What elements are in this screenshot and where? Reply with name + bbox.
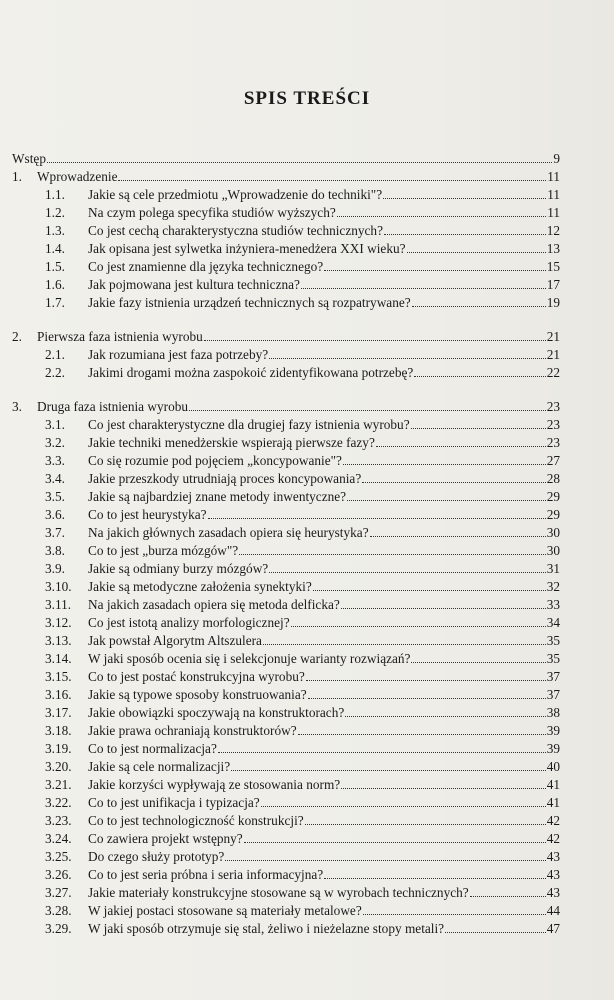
toc-entry-text: Jakie są cele przedmiotu „Wprowadzenie do techniki"? (88, 187, 383, 202)
dot-leader (244, 841, 546, 843)
dot-leader (208, 517, 546, 519)
toc-section (12, 452, 560, 470)
toc-page-number: 23 (546, 417, 560, 432)
toc-section (12, 240, 560, 258)
dot-leader (337, 215, 546, 217)
dot-leader (411, 661, 545, 663)
toc-section (12, 346, 560, 364)
toc-entry-text: Co jest cechą charakterystyczna studiów technicznych? (88, 223, 383, 238)
toc-entry-number: 3.2. (45, 435, 65, 450)
toc-entry-number: 1.2. (45, 205, 65, 220)
toc-page-number: 37 (546, 669, 560, 684)
toc-section (12, 560, 560, 578)
toc-section (12, 186, 560, 204)
toc-entry-number: 3.17. (45, 705, 72, 720)
toc-entry-text: Jakie są odmiany burzy mózgów? (88, 561, 269, 576)
toc-entry-text: Do czego służy prototyp? (88, 849, 225, 864)
section-gap (12, 382, 560, 398)
dot-leader (347, 499, 546, 501)
toc-entry-number: 1.3. (45, 223, 65, 238)
toc-entry-number: 3.1. (45, 417, 65, 432)
toc-section (12, 222, 560, 240)
toc-page-number: 35 (546, 651, 560, 666)
toc-page-number: 42 (546, 813, 560, 828)
toc-page-number: 38 (546, 705, 560, 720)
toc-section (12, 884, 560, 902)
toc-entry-text: Co to jest postać konstrukcyjna wyrobu? (88, 669, 305, 684)
toc-entry-text: Jakie prawa ochraniają konstruktorów? (88, 723, 297, 738)
toc-entry-number: 1.7. (45, 295, 65, 310)
toc-section (12, 848, 560, 866)
dot-leader (263, 643, 546, 645)
toc-entry-text: Co to jest normalizacja? (88, 741, 217, 756)
toc-section (12, 668, 560, 686)
toc-entry-text: Druga faza istnienia wyrobu (37, 399, 189, 414)
toc-page-number: 11 (547, 187, 560, 202)
dot-leader (363, 913, 546, 915)
toc-page-number: 23 (546, 399, 560, 414)
toc-section (12, 722, 560, 740)
toc-section (12, 632, 560, 650)
toc-entry-text: Co to jest technologiczność konstrukcji? (88, 813, 304, 828)
toc-page-number: 43 (546, 849, 560, 864)
toc-page-number: 43 (546, 867, 560, 882)
toc-section (12, 830, 560, 848)
dot-leader (239, 553, 546, 555)
toc-section (12, 204, 560, 222)
toc-page-number: 9 (553, 151, 560, 166)
dot-leader (189, 409, 546, 411)
toc-entry-number: 3.19. (45, 741, 72, 756)
toc-entry-text: Jakie obowiązki spoczywają na konstruktorach? (88, 705, 345, 720)
toc-page-number: 40 (546, 759, 560, 774)
toc-entry-number: 3.7. (45, 525, 65, 540)
dot-leader (218, 751, 546, 753)
toc-entry-text: Jakie są metodyczne założenia synektyki? (88, 579, 312, 594)
toc-entry-text: Jakimi drogami można zaspokoić zidentyfikowana potrzebę? (88, 365, 414, 380)
toc-entry-text: Jakie materiały konstrukcyjne stosowane są w wyrobach technicznych? (88, 885, 469, 900)
dot-leader (376, 445, 546, 447)
toc-entry-text: Jakie są najbardziej znane metody inwentyczne? (88, 489, 347, 504)
dot-leader (231, 769, 546, 771)
toc-section (12, 596, 560, 614)
toc-entry-text: Wstęp (12, 151, 46, 166)
toc-entry-text: W jaki sposób ocenia się i selekcjonuje warianty rozwiązań? (88, 651, 411, 666)
toc-section (12, 470, 560, 488)
dot-leader (269, 571, 546, 573)
toc-entry-text: Co się rozumie pod pojęciem „koncypowanie"? (88, 453, 342, 468)
dot-leader (445, 931, 546, 933)
toc-page-number: 23 (546, 435, 560, 450)
dot-leader (306, 679, 546, 681)
toc-section (12, 902, 560, 920)
toc-entry-text: Pierwsza faza istnienia wyrobu (37, 329, 203, 344)
toc-entry-text: Jakie przeszkody utrudniają proces koncypowania? (88, 471, 362, 486)
toc-entry-text: Jak pojmowana jest kultura techniczna? (88, 277, 300, 292)
toc-page-number: 32 (546, 579, 560, 594)
table-of-contents (12, 150, 560, 938)
dot-leader (341, 787, 546, 789)
toc-entry-text: Co zawiera projekt wstępny? (88, 831, 243, 846)
toc-section (12, 542, 560, 560)
toc-entry-number: 3.21. (45, 777, 72, 792)
toc-entry-text: W jakiej postaci stosowane są materiały metalowe? (88, 903, 362, 918)
toc-page-number: 35 (546, 633, 560, 648)
dot-leader (412, 305, 546, 307)
dot-leader (345, 715, 545, 717)
toc-section (12, 488, 560, 506)
toc-entry-number: 3. (12, 399, 22, 414)
toc-page-number: 33 (546, 597, 560, 612)
toc-page-number: 21 (546, 347, 560, 362)
toc-page-number: 22 (546, 365, 560, 380)
dot-leader (324, 877, 546, 879)
toc-entry-number: 3.24. (45, 831, 72, 846)
dot-leader (313, 589, 546, 591)
toc-chapter (12, 328, 560, 346)
toc-section (12, 294, 560, 312)
toc-page-number: 27 (546, 453, 560, 468)
toc-page-number: 30 (546, 525, 560, 540)
toc-entry-number: 3.23. (45, 813, 72, 828)
dot-leader (305, 823, 546, 825)
toc-page-number: 42 (546, 831, 560, 846)
toc-entry-text: Co to jest seria próbna i seria informacyjna? (88, 867, 324, 882)
toc-entry-text: Co jest istotą analizy morfologicznej? (88, 615, 290, 630)
toc-section (12, 812, 560, 830)
toc-section (12, 578, 560, 596)
toc-entry-number: 3.8. (45, 543, 65, 558)
dot-leader (370, 535, 546, 537)
toc-section (12, 524, 560, 542)
toc-entry-text: Jak opisana jest sylwetka inżyniera-menedżera XXI wieku? (88, 241, 406, 256)
dot-leader (383, 197, 546, 199)
toc-entry-number: 3.10. (45, 579, 72, 594)
toc-page-number: 39 (546, 741, 560, 756)
dot-leader (47, 161, 552, 163)
toc-entry-text: Jak powstał Algorytm Altszulera (88, 633, 262, 648)
toc-entry-number: 3.15. (45, 669, 72, 684)
toc-page-number: 21 (546, 329, 560, 344)
toc-entry-number: 3.25. (45, 849, 72, 864)
toc-chapter (12, 168, 560, 186)
toc-entry-number: 3.28. (45, 903, 72, 918)
dot-leader (308, 697, 546, 699)
toc-entry-intro (12, 150, 560, 168)
toc-section (12, 614, 560, 632)
toc-entry-number: 3.5. (45, 489, 65, 504)
toc-entry-text: Jakie są cele normalizacji? (88, 759, 231, 774)
dot-leader (291, 625, 546, 627)
toc-entry-number: 3.29. (45, 921, 72, 936)
toc-entry-number: 2.1. (45, 347, 65, 362)
toc-entry-text: Na czym polega specyfika studiów wyższych? (88, 205, 336, 220)
toc-entry-number: 3.13. (45, 633, 72, 648)
dot-leader (225, 859, 545, 861)
dot-leader (470, 895, 546, 897)
toc-entry-text: Co to jest „burza mózgów"? (88, 543, 239, 558)
toc-entry-text: Jakie techniki menedżerskie wspierają pierwsze fazy? (88, 435, 375, 450)
toc-entry-number: 2.2. (45, 365, 65, 380)
toc-chapter (12, 398, 560, 416)
toc-section (12, 920, 560, 938)
dot-leader (324, 269, 546, 271)
toc-page-number: 41 (546, 777, 560, 792)
toc-entry-text: Co to jest unifikacja i typizacja? (88, 795, 260, 810)
toc-section (12, 650, 560, 668)
toc-entry-number: 3.18. (45, 723, 72, 738)
toc-section (12, 758, 560, 776)
dot-leader (384, 233, 546, 235)
toc-page-number: 15 (546, 259, 560, 274)
toc-section (12, 866, 560, 884)
toc-section (12, 434, 560, 452)
toc-page-number: 19 (546, 295, 560, 310)
dot-leader (298, 733, 546, 735)
toc-section (12, 776, 560, 794)
toc-entry-number: 3.3. (45, 453, 65, 468)
toc-page-number: 17 (546, 277, 560, 292)
toc-page-number: 43 (546, 885, 560, 900)
toc-entry-number: 3.20. (45, 759, 72, 774)
toc-section (12, 704, 560, 722)
toc-entry-text: Na jakich zasadach opiera się metoda delficka? (88, 597, 340, 612)
toc-entry-number: 3.22. (45, 795, 72, 810)
toc-entry-number: 1.1. (45, 187, 65, 202)
toc-page-number: 44 (546, 903, 560, 918)
toc-entry-number: 1. (12, 169, 22, 184)
toc-page-number: 11 (547, 169, 560, 184)
dot-leader (269, 357, 546, 359)
toc-page-number: 34 (546, 615, 560, 630)
toc-entry-number: 1.4. (45, 241, 65, 256)
toc-entry-number: 3.27. (45, 885, 72, 900)
toc-entry-number: 3.11. (45, 597, 72, 612)
dot-leader (411, 427, 546, 429)
toc-page-number: 12 (546, 223, 560, 238)
dot-leader (261, 805, 546, 807)
toc-entry-text: Co jest charakterystyczne dla drugiej fazy istnienia wyrobu? (88, 417, 410, 432)
dot-leader (407, 251, 546, 253)
toc-page-number: 31 (546, 561, 560, 576)
toc-page-number: 41 (546, 795, 560, 810)
toc-section (12, 506, 560, 524)
toc-entry-number: 1.5. (45, 259, 65, 274)
dot-leader (301, 287, 546, 289)
dot-leader (362, 481, 545, 483)
toc-section (12, 686, 560, 704)
toc-entry-number: 3.12. (45, 615, 72, 630)
dot-leader (204, 339, 546, 341)
toc-entry-number: 1.6. (45, 277, 65, 292)
toc-entry-number: 3.9. (45, 561, 65, 576)
toc-entry-number: 3.26. (45, 867, 72, 882)
toc-entry-text: Jakie fazy istnienia urządzeń technicznych są rozpatrywane? (88, 295, 411, 310)
toc-section (12, 364, 560, 382)
toc-section (12, 740, 560, 758)
toc-entry-text: Jakie korzyści wypływają ze stosowania norm? (88, 777, 341, 792)
dot-leader (343, 463, 546, 465)
toc-page-number: 29 (546, 507, 560, 522)
section-gap (12, 312, 560, 328)
toc-section (12, 276, 560, 294)
dot-leader (118, 179, 546, 181)
toc-entry-number: 3.6. (45, 507, 65, 522)
toc-entry-text: Co jest znamienne dla języka technicznego? (88, 259, 324, 274)
dot-leader (341, 607, 546, 609)
toc-page-number: 11 (547, 205, 560, 220)
toc-entry-text: Wprowadzenie (37, 169, 118, 184)
toc-entry-text: W jaki sposób otrzymuje się stal, żeliwo i nieżelazne stopy metali? (88, 921, 445, 936)
toc-entry-number: 3.4. (45, 471, 65, 486)
toc-entry-text: Co to jest heurystyka? (88, 507, 207, 522)
toc-entry-number: 3.16. (45, 687, 72, 702)
toc-section (12, 416, 560, 434)
toc-section (12, 794, 560, 812)
toc-entry-text: Na jakich głównych zasadach opiera się heurystyka? (88, 525, 369, 540)
toc-page-number: 39 (546, 723, 560, 738)
toc-section (12, 258, 560, 276)
toc-page-number: 47 (546, 921, 560, 936)
toc-entry-text: Jakie są typowe sposoby konstruowania? (88, 687, 307, 702)
page-title: SPIS TREŚCI (243, 88, 371, 109)
toc-entry-number: 3.14. (45, 651, 72, 666)
toc-page-number: 28 (546, 471, 560, 486)
toc-entry-text: Jak rozumiana jest faza potrzeby? (88, 347, 269, 362)
toc-page-number: 13 (546, 241, 560, 256)
toc-page-number: 37 (546, 687, 560, 702)
toc-page-number: 30 (546, 543, 560, 558)
toc-page-number: 29 (546, 489, 560, 504)
dot-leader (414, 375, 545, 377)
toc-entry-number: 2. (12, 329, 22, 344)
